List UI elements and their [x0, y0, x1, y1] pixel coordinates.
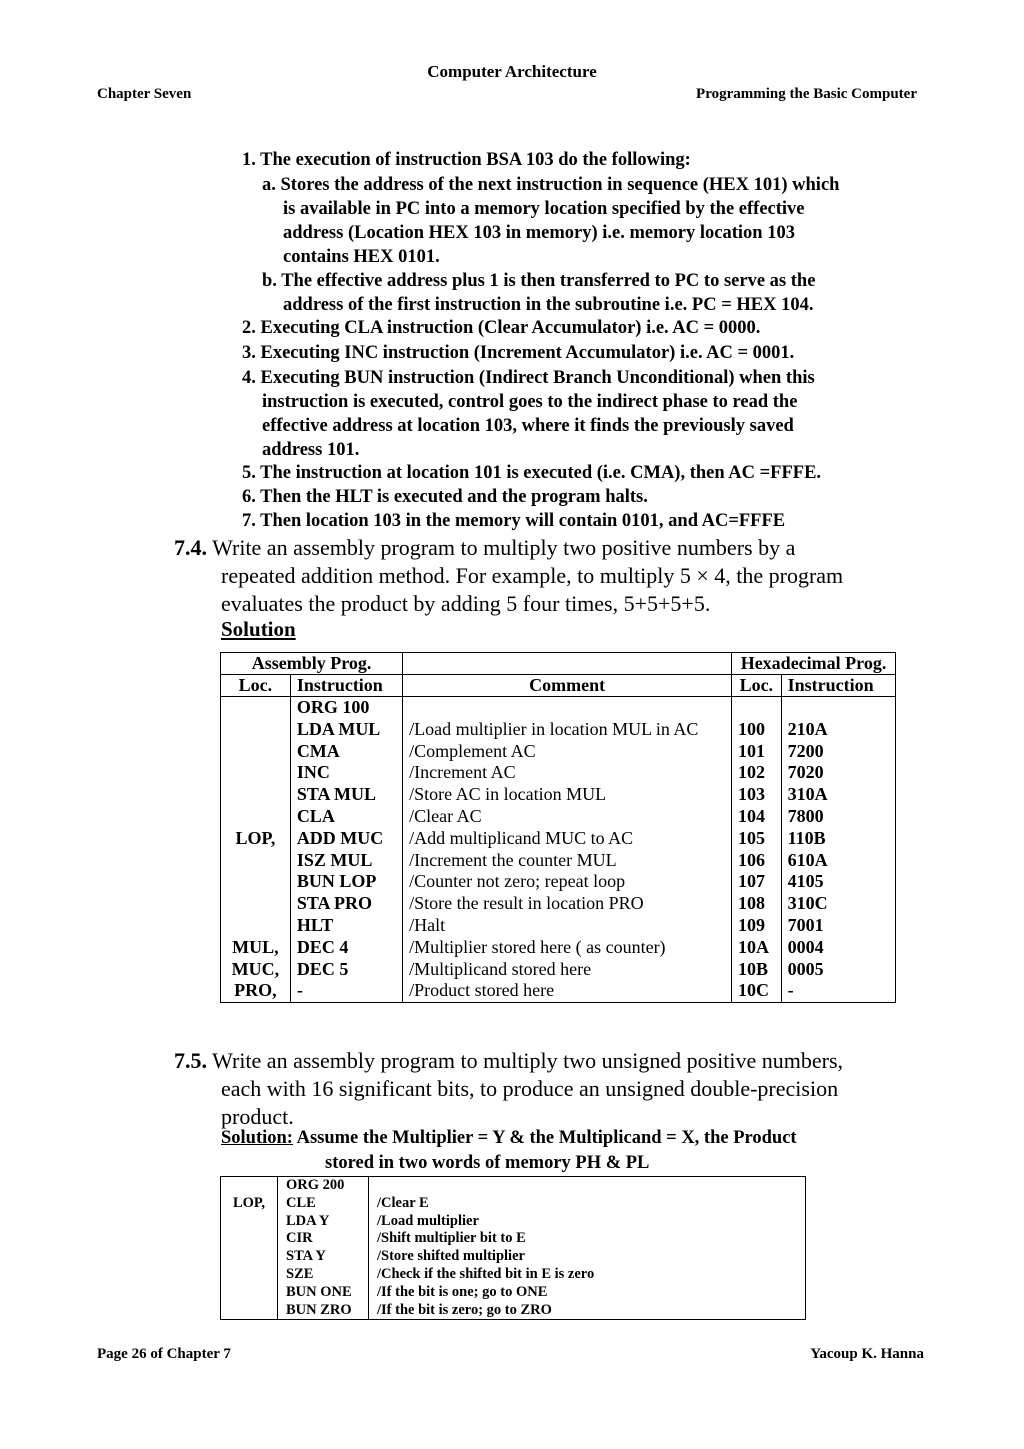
comment-cell: /Clear AC: [409, 805, 482, 826]
comment-cell: /Load multiplier in location MUL in AC: [409, 718, 699, 739]
hex-instruction-cell: 110B: [787, 827, 826, 848]
label-cell: [229, 1213, 269, 1231]
author-name: Yacoup K. Hanna: [810, 1346, 924, 1362]
instruction-cell: STA Y: [286, 1248, 326, 1265]
instruction-cell: STA PRO: [296, 893, 372, 914]
hex-instruction-cell: 310C: [787, 893, 828, 914]
hex-loc-cell: 103: [738, 784, 766, 805]
label-cell: [227, 915, 284, 937]
label-cell: [227, 762, 284, 784]
instructions-column: [290, 697, 402, 1003]
comment-cell: /Check if the shifted bit in E is zero: [377, 1265, 595, 1282]
instruction-cell: CLA: [296, 805, 335, 826]
label-cell: [227, 850, 284, 872]
hex-loc-cell: 101: [738, 740, 766, 761]
comment-cell: /Halt: [409, 914, 446, 935]
hex-loc-cell: 109: [738, 914, 766, 935]
instruction-cell: ORG 100: [296, 697, 370, 717]
hex-instruction-cell: 4105: [787, 871, 824, 892]
comment-cell: /Multiplicand stored here: [409, 958, 592, 979]
section-label: Programming the Basic Computer: [696, 86, 917, 102]
group-header-assembly: Assembly Prog.: [221, 653, 403, 675]
label-cell: [229, 1177, 269, 1195]
solution-heading: Solution: [221, 617, 296, 641]
multiply-program-table: [220, 1176, 806, 1320]
comment-cell: /If the bit is one; go to ONE: [377, 1283, 548, 1300]
hex-loc-cell: 106: [738, 849, 766, 870]
label-cell: [227, 697, 284, 719]
hex-instruction-cell: [788, 697, 889, 719]
hex-instruction-cell: 210A: [787, 718, 828, 739]
column-header-hex-loc: Loc.: [732, 675, 782, 697]
solution-line: [221, 1128, 797, 1149]
question-7-5-line-2: each with 16 significant bits, to produce an unsigned double-precision: [221, 1076, 839, 1101]
question-7-4-line-2: repeated addition method. For example, to multiply 5 × 4, the program: [221, 563, 844, 588]
comment-cell: /Clear E: [377, 1194, 429, 1211]
hex-instruction-cell: 7800: [787, 805, 824, 826]
hex-instructions-column: [781, 697, 895, 1003]
label-cell: MUL,: [232, 936, 279, 957]
question-text: Write an assembly program to multiply two unsigned positive numbers,: [212, 1048, 844, 1073]
comment-cell: /Counter not zero; repeat loop: [409, 871, 626, 892]
comment-cell: /Store AC in location MUL: [409, 784, 607, 805]
comment-cell: /Store shifted multiplier: [377, 1248, 525, 1265]
step-4-line-3: effective address at location 103, where it finds the previously saved: [262, 416, 794, 436]
step-4-line-1: 4. Executing BUN instruction (Indirect Branch Unconditional) when this: [242, 368, 815, 388]
page-number: Page 26 of Chapter 7: [97, 1346, 231, 1362]
hex-loc-cell: 102: [738, 762, 766, 783]
instruction-cell: STA MUL: [296, 784, 376, 805]
hex-instruction-cell: 310A: [787, 784, 828, 805]
hex-loc-cell: 105: [738, 827, 766, 848]
hex-loc-cell: 10B: [738, 958, 769, 979]
solution-text: Assume the Multiplier = Y & the Multiplicand = X, the Product: [296, 1128, 797, 1148]
label-cell: LOP,: [235, 827, 276, 848]
hex-loc-cell: 100: [738, 718, 766, 739]
instruction-cell: INC: [296, 762, 330, 783]
solution-label: Solution:: [221, 1128, 293, 1148]
labels-column: [221, 1177, 278, 1320]
instruction-cell: LDA MUL: [296, 718, 381, 739]
hex-instruction-cell: 7200: [787, 740, 824, 761]
comment-cell: /Product stored here: [409, 980, 555, 1001]
instruction-cell: CMA: [296, 740, 340, 761]
label-cell: LOP,: [232, 1194, 266, 1211]
label-cell: [227, 871, 284, 893]
instruction-cell: ORG 200: [286, 1177, 345, 1193]
question-7-5-line-1: [174, 1047, 928, 1075]
hex-instruction-cell: -: [787, 980, 794, 1001]
comment-cell: /Load multiplier: [377, 1212, 479, 1229]
comment-cell: /If the bit is zero; go to ZRO: [377, 1301, 552, 1318]
step-1a-line-1: a. Stores the address of the next instruction in sequence (HEX 101) which: [262, 175, 840, 195]
question-7-5-line-3: product.: [221, 1104, 294, 1129]
question-7-4-line-1: [174, 534, 928, 562]
column-header-instruction: Instruction: [290, 675, 402, 697]
hex-locs-column: [732, 697, 782, 1003]
group-header-blank: [403, 653, 732, 675]
comment-cell: /Shift multiplier bit to E: [377, 1230, 526, 1247]
label-cell: [229, 1284, 269, 1302]
instruction-cell: BUN ZRO: [286, 1301, 352, 1318]
step-4-line-2: instruction is executed, control goes to the indirect phase to read the: [262, 392, 798, 412]
instruction-cell: LDA Y: [286, 1212, 330, 1229]
instruction-cell: -: [296, 980, 303, 1001]
hex-loc-cell: 108: [738, 893, 766, 914]
comment-cell: /Multiplier stored here ( as counter): [409, 936, 666, 957]
label-cell: [229, 1266, 269, 1284]
instruction-cell: BUN ONE: [286, 1283, 352, 1300]
comment-cell: /Complement AC: [409, 740, 536, 761]
hex-loc-cell: 10A: [738, 936, 770, 957]
step-5: 5. The instruction at location 101 is executed (i.e. CMA), then AC =FFFE.: [242, 463, 822, 483]
label-cell: MUC,: [231, 958, 280, 979]
comment-cell: [409, 697, 725, 719]
step-6: 6. Then the HLT is executed and the program halts.: [242, 487, 648, 507]
step-1a-line-4: contains HEX 0101.: [283, 247, 440, 267]
group-header-hex: Hexadecimal Prog.: [732, 653, 896, 675]
instructions-column: [278, 1177, 369, 1320]
instruction-cell: DEC 5: [296, 958, 349, 979]
step-7: 7. Then location 103 in the memory will contain 0101, and AC=FFFE: [242, 511, 786, 531]
labels-column: [221, 697, 291, 1003]
comment-cell: /Add multiplicand MUC to AC: [409, 827, 634, 848]
instruction-cell: ISZ MUL: [296, 849, 373, 870]
instruction-cell: BUN LOP: [296, 871, 377, 892]
step-2: 2. Executing CLA instruction (Clear Accumulator) i.e. AC = 0000.: [242, 318, 761, 338]
comment-cell: [377, 1177, 797, 1195]
step-1a-line-3: address (Location HEX 103 in memory) i.e. memory location 103: [283, 223, 795, 243]
step-1: 1. The execution of instruction BSA 103 do the following:: [242, 150, 691, 170]
comment-cell: /Increment AC: [409, 762, 516, 783]
hex-instruction-cell: 610A: [787, 849, 828, 870]
question-number: 7.4.: [174, 535, 207, 560]
label-cell: [227, 893, 284, 915]
step-1b-line-2: address of the first instruction in the subroutine i.e. PC = HEX 104.: [283, 295, 814, 315]
instruction-cell: ADD MUC: [296, 827, 384, 848]
label-cell: [229, 1230, 269, 1248]
comments-column: [369, 1177, 806, 1320]
hex-instruction-cell: 0004: [787, 936, 824, 957]
label-cell: [227, 784, 284, 806]
label-cell: [229, 1248, 269, 1266]
solution-text-2: stored in two words of memory PH & PL: [325, 1153, 650, 1173]
hex-loc-cell: 104: [738, 805, 766, 826]
hex-loc-cell: 10C: [738, 980, 770, 1001]
label-cell: [227, 741, 284, 763]
instruction-cell: HLT: [296, 914, 334, 935]
question-text: Write an assembly program to multiply two positive numbers by a: [212, 535, 796, 560]
question-7-4-line-3: evaluates the product by adding 5 four times, 5+5+5+5.: [221, 591, 711, 616]
assembly-program-table: [220, 652, 896, 1003]
label-cell: [227, 719, 284, 741]
label-cell: [229, 1302, 269, 1320]
document-title: Computer Architecture: [427, 62, 597, 81]
comments-column: [403, 697, 732, 1003]
step-1b-line-1: b. The effective address plus 1 is then transferred to PC to serve as the: [262, 271, 816, 291]
label-cell: [227, 806, 284, 828]
instruction-cell: SZE: [286, 1265, 314, 1282]
column-header-comment: Comment: [403, 675, 732, 697]
hex-instruction-cell: 0005: [787, 958, 824, 979]
question-number: 7.5.: [174, 1048, 207, 1073]
label-cell: PRO,: [234, 980, 277, 1001]
step-3: 3. Executing INC instruction (Increment Accumulator) i.e. AC = 0001.: [242, 343, 795, 363]
chapter-label: Chapter Seven: [97, 86, 192, 102]
comment-cell: /Store the result in location PRO: [409, 893, 644, 914]
step-4-line-4: address 101.: [262, 440, 360, 460]
column-header-loc: Loc.: [221, 675, 291, 697]
instruction-cell: CIR: [286, 1230, 313, 1247]
hex-instruction-cell: 7001: [787, 914, 824, 935]
step-1a-line-2: is available in PC into a memory location specified by the effective: [283, 199, 805, 219]
instruction-cell: DEC 4: [296, 936, 349, 957]
instruction-cell: CLE: [286, 1194, 316, 1211]
hex-loc-cell: [738, 697, 775, 719]
hex-instruction-cell: 7020: [787, 762, 824, 783]
comment-cell: /Increment the counter MUL: [409, 849, 617, 870]
hex-loc-cell: 107: [738, 871, 766, 892]
column-header-hex-instruction: Instruction: [781, 675, 895, 697]
